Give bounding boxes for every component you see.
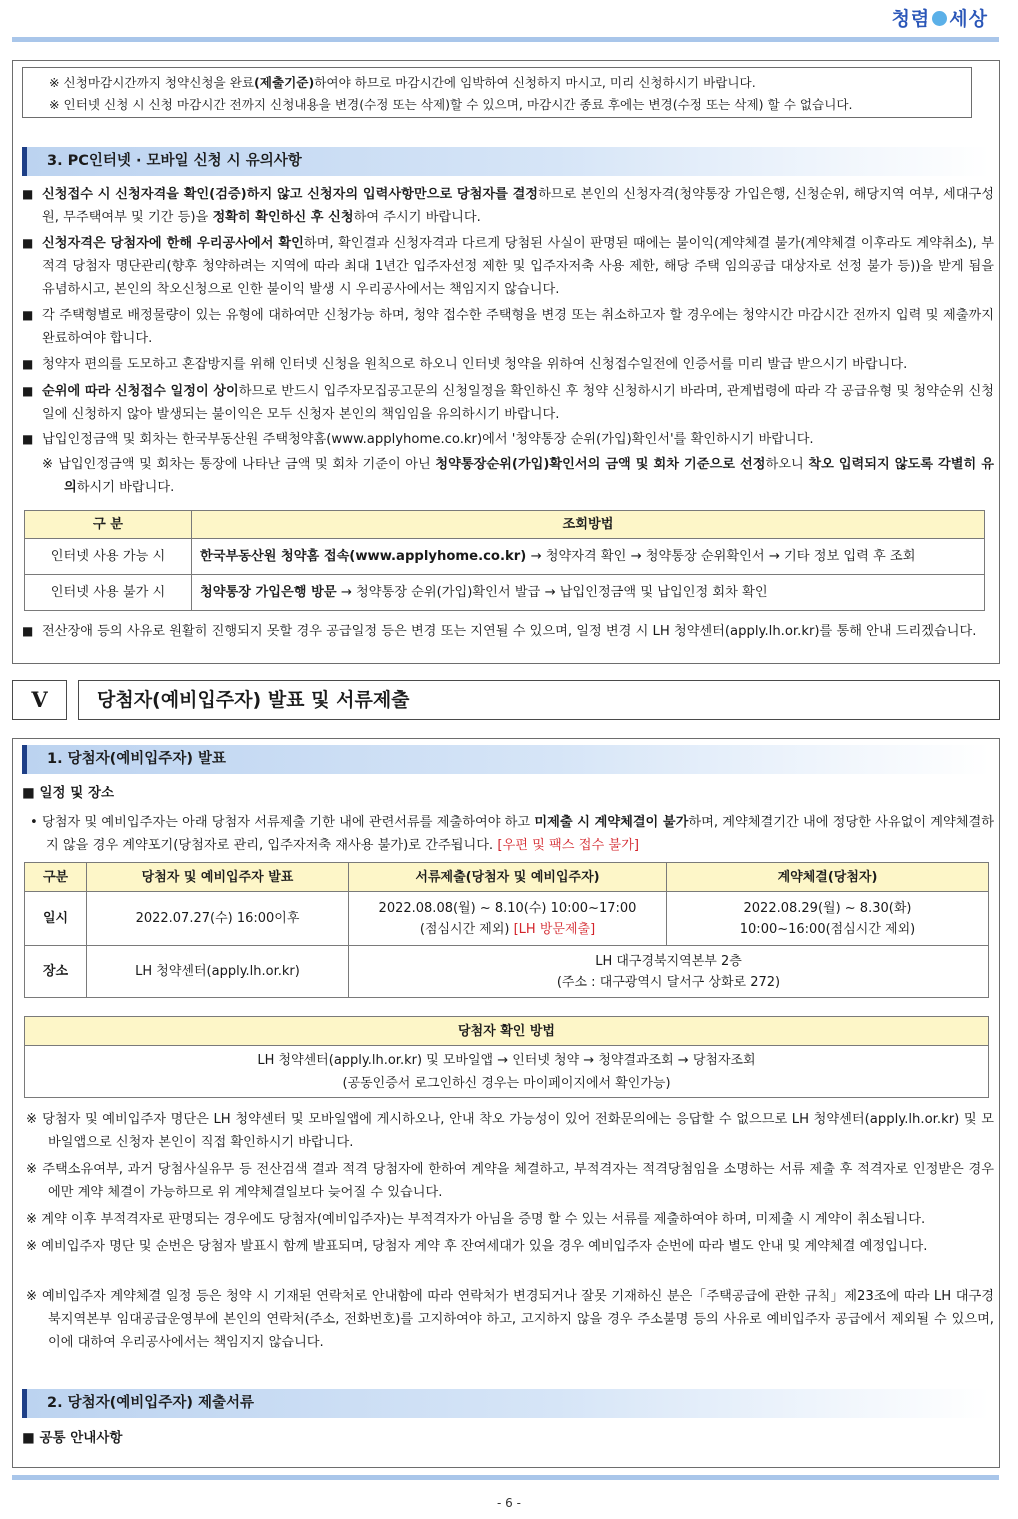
table-row (25, 892, 989, 946)
table-cell: 2022.07.27(수) 16:00이후 (87, 892, 349, 946)
table-cell: LH 대구경북지역본부 2층 (주소 : 대구광역시 달서구 상화로 272) (349, 946, 989, 998)
paragraph: ■ 납입인정금액 및 회차는 한국부동산원 주택청약홈(www.applyhome.co.kr)에서 '청약통장 순위(가입)확인서'를 확인하시기 바랍니다. (22, 428, 994, 451)
table-cell: 한국부동산원 청약홈 접속(www.applyhome.co.kr) → 청약자격 확인 → 청약통장 순위확인서 → 기타 정보 입력 후 조회 (192, 539, 985, 575)
table-cell: 2022.08.08(월) ~ 8.10(수) 10:00~17:00 (점심시간 제외) [LH 방문제출] (349, 892, 667, 946)
table-row (25, 539, 985, 575)
paragraph: ■ 순위에 따라 신청접수 일정이 상이하므로 반드시 입주자모집공고문의 신청일정을 확인하신 후 청약 신청하시기 바라며, 관계법령에 따라 각 공급유형 및 청약순위 신청일에 신청하지 않아 발생되는 불이익은 모두 신청자 본인의 책임임을 유의하시기 바랍니다. (22, 380, 994, 426)
table-cell: 2022.08.29(월) ~ 8.30(화) 10:00~16:00(점심시간 제외) (667, 892, 989, 946)
table-cell: 인터넷 사용 가능 시 (25, 539, 192, 575)
square-bullet-icon: ■ (22, 308, 34, 322)
paragraph: ■ 전산장애 등의 사유로 원활히 진행되지 못할 경우 공급일정 등은 변경 또는 지연될 수 있으며, 일정 변경 시 LH 청약센터(apply.lh.or.kr)를 통해 안내 드리겠습니다. (22, 620, 994, 643)
logo-globe-icon (932, 11, 947, 26)
schedule-table (24, 862, 989, 998)
deadline-notice-box (22, 67, 972, 118)
paragraph-note: ※ 계약 이후 부적격자로 판명되는 경우에도 당첨자(예비입주자)는 부적격자가 아님을 증명 할 수 있는 서류를 제출하여야 하며, 미제출 시 계약이 취소됩니다. (26, 1212, 926, 1227)
square-bullet-icon: ■ (22, 187, 34, 201)
table-cell: 일시 (25, 892, 87, 946)
square-bullet-icon: ■ (22, 432, 34, 446)
paragraph: ■ 신청자격은 당첨자에 한해 우리공사에서 확인하며, 확인결과 신청자격과 다르게 당첨된 사실이 판명된 때에는 불이익(계약체결 불가(계약체결 이후라도 계약취소), 부적격 당첨자 명단관리(향후 청약하려는 지역에 따라 최대 1년간 입주자선정 제한 및 입주자저축 사용 제한, 해당 주택 임의공급 대상자로 선정 불가 등))을 받게 됨을 유념하시고, 본인의 착오신청으로 인한 불이익 발생 시 우리공사에서는 책임지지 않습니다. (22, 232, 994, 301)
sub-heading: ■ 일정 및 장소 (22, 785, 115, 801)
logo: 청렴 세상 (891, 8, 988, 30)
notice-line: ※ 인터넷 신청 시 신청 마감시간 전까지 신청내용을 변경(수정 또는 삭제)할 수 있으며, 마감시간 종료 후에는 변경(수정 또는 삭제) 할 수 없습니다. (49, 97, 853, 112)
paragraph: ■ 청약자 편의를 도모하고 혼잡방지를 위해 인터넷 신청을 원칙으로 하오니 인터넷 청약을 위하여 신청접수일전에 인증서를 미리 발급 받으시기 바랍니다. (22, 353, 994, 376)
account-lookup-table (24, 510, 985, 611)
paragraph-note: ※ 당첨자 및 예비입주자 명단은 LH 청약센터 및 모바일앱에 게시하오나, 안내 착오 가능성이 있어 전화문의에는 응답할 수 없으므로 LH 청약센터(apply.lh.or.kr) 및 모바일앱으로 신청자 본인이 직접 확인하시기 바랍니다. (26, 1112, 994, 1150)
chapter-title: 당첨자(예비입주자) 발표 및 서류제출 (78, 680, 1000, 720)
section-heading-3: 3. PC인터넷 · 모바일 신청 시 유의사항 (22, 147, 990, 176)
table-header: 계약체결(당첨자) (667, 863, 989, 892)
table-cell: 청약통장 가입은행 방문 → 청약통장 순위(가입)확인서 발급 → 납입인정금액 및 납입인정 회차 확인 (192, 575, 985, 611)
table-header: 당첨자 확인 방법 (25, 1017, 989, 1046)
paragraph: ■ 각 주택형별로 배정물량이 있는 유형에 대하여만 신청가능 하며, 청약 접수한 주택형을 변경 또는 취소하고자 할 경우에는 청약시간 마감시간 전까지 입력 및 제출까지 완료하여야 합니다. (22, 304, 994, 350)
square-bullet-icon: ■ (22, 624, 34, 638)
section-heading-2: 2. 당첨자(예비입주자) 제출서류 (22, 1389, 990, 1418)
paragraph: ■ 신청접수 시 신청자격을 확인(검증)하지 않고 신청자의 입력사항만으로 당첨자를 결정하므로 본인의 신청자격(청약통장 가입은행, 신청순위, 해당지역 여부, 세대구성원, 무주택여부 및 기간 등)을 정확히 확인하신 후 신청하여 주시기 바랍니다. (22, 183, 994, 229)
table-cell: 인터넷 사용 불가 시 (25, 575, 192, 611)
winner-confirm-table (24, 1016, 989, 1098)
paragraph-note: ※ 예비입주자 명단 및 순번은 당첨자 발표시 함께 발표되며, 당첨자 계약 후 잔여세대가 있을 경우 예비입주자 순번에 따라 별도 안내 및 계약체결 예정입니다. (26, 1239, 928, 1254)
table-header: 당첨자 및 예비입주자 발표 (87, 863, 349, 892)
table-row (25, 946, 989, 998)
table-row (25, 575, 985, 611)
paragraph-note: ※ 주택소유여부, 과거 당첨사실유무 등 전산검색 결과 적격 당첨자에 한하여 계약을 체결하고, 부적격자는 적격당첨임을 소명하는 서류 제출 후 적격자로 인정받은 경우에만 계약 체결이 가능하므로 위 계약체결일보다 늦어질 수 있습니다. (26, 1162, 994, 1200)
square-bullet-icon: ■ (22, 236, 34, 250)
section-heading-1: 1. 당첨자(예비입주자) 발표 (22, 745, 990, 774)
table-header: 구분 (25, 863, 87, 892)
paragraph-note: ※ 납입인정금액 및 회차는 통장에 나타난 금액 및 회차 기준이 아닌 청약통장순위(가입)확인서의 금액 및 회차 기준으로 선정하오니 착오 입력되지 않도록 각별히 유의하시기 바랍니다. (42, 457, 994, 495)
table-cell: LH 청약센터(apply.lh.or.kr) (87, 946, 349, 998)
table-header: 구 분 (25, 511, 192, 539)
square-bullet-icon: ■ (22, 384, 34, 398)
notice-line: ※ 신청마감시간까지 청약신청을 완료(제출기준)하여야 하므로 마감시간에 임박하여 신청하지 마시고, 미리 신청하시기 바랍니다. (49, 75, 756, 90)
bottom-divider (12, 1475, 999, 1480)
table-header: 서류제출(당첨자 및 예비입주자) (349, 863, 667, 892)
square-bullet-icon: ■ (22, 357, 34, 371)
sub-heading: ■ 공통 안내사항 (22, 1430, 123, 1446)
table-row (25, 1046, 989, 1098)
top-divider (12, 37, 999, 42)
paragraph: • 당첨자 및 예비입주자는 아래 당첨자 서류제출 기한 내에 관련서류를 제출하여야 하고 미제출 시 계약체결이 불가하며, 계약체결기간 내에 정당한 사유없이 계약체결하지 않을 경우 계약포기(당첨자로 관리, 입주자저축 재사용 불가)로 간주됩니다. [우편 및 팩스 접수 불가] (30, 815, 994, 853)
paragraph-note: ※ 예비입주자 계약체결 일정 등은 청약 시 기재된 연락처로 안내함에 따라 연락처가 변경되거나 잘못 기재하신 분은「주택공급에 관한 규칙」제23조에 따라 LH 대구경북지역본부 임대공급운영부에 본인의 연락처(주소, 전화번호)를 고지하여야 하고, 고지하지 않을 경우 주소불명 등의 사유로 예비입주자 공급에서 제외될 수 있으며, 이에 대하여 우리공사에서는 책임지지 않습니다. (26, 1289, 994, 1350)
page-number: - 6 - (497, 1496, 521, 1510)
table-cell: LH 청약센터(apply.lh.or.kr) 및 모바일앱 → 인터넷 청약 → 청약결과조회 → 당첨자조회 (공동인증서 로그인하신 경우는 마이페이지에서 확인가능) (25, 1046, 989, 1098)
chapter-number: V (12, 680, 67, 720)
table-cell: 장소 (25, 946, 87, 998)
table-header: 조회방법 (192, 511, 985, 539)
